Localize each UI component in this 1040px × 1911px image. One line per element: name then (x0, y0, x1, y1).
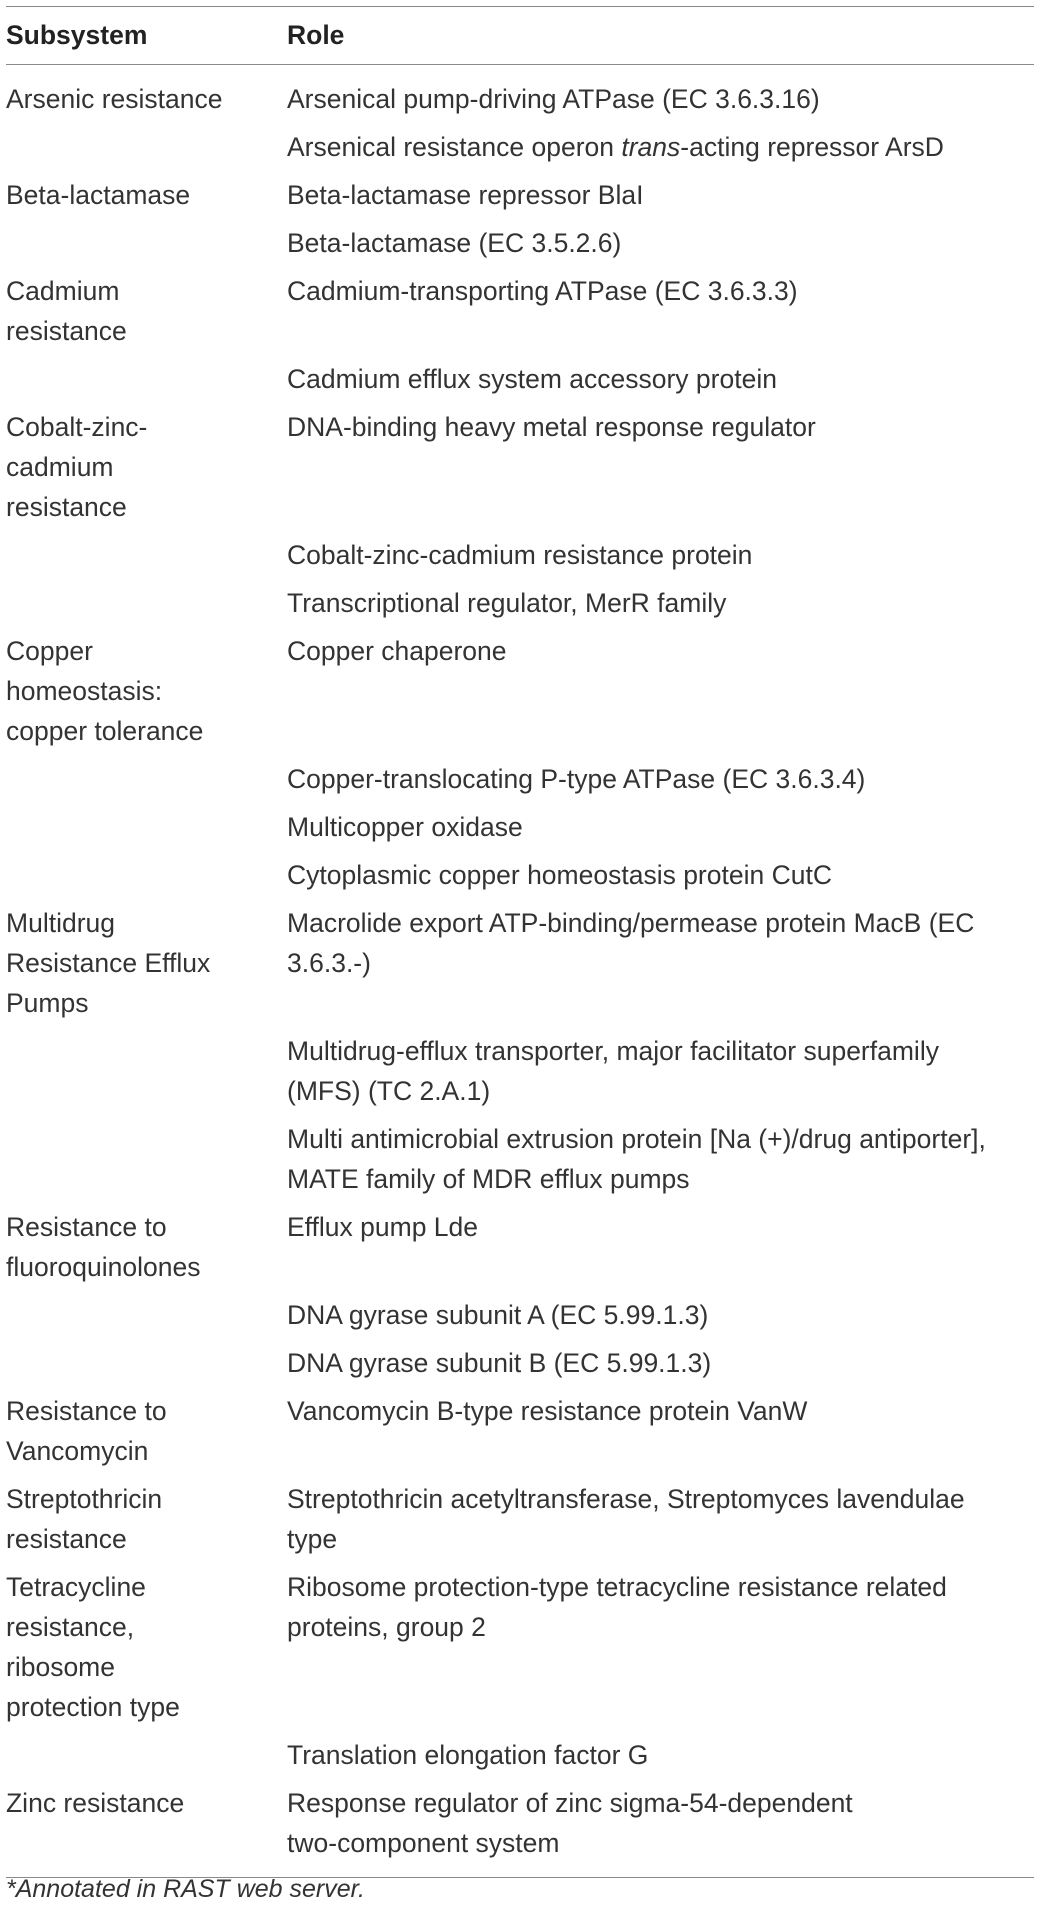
role-text: Multicopper oxidase (287, 812, 523, 842)
table-row (6, 755, 1034, 803)
table-body (6, 65, 1034, 1878)
role-text: DNA gyrase subunit A (EC 5.99.1.3) (287, 1300, 709, 1330)
role-text: two-component system (287, 1828, 560, 1858)
role-text: Beta-lactamase repressor BlaI (287, 180, 644, 210)
subsystem-text: Tetracycline (6, 1572, 146, 1602)
role-text: Transcriptional regulator, MerR family (287, 588, 727, 618)
subsystem-text: Copper (6, 636, 93, 666)
subsystem-text: resistance (6, 1524, 127, 1554)
subsystem-cell (6, 1563, 287, 1731)
role-text-italic: trans (621, 132, 681, 162)
table-row (6, 1027, 1034, 1115)
role-cell (287, 403, 1034, 531)
role-text: Arsenical resistance operon trans-acting repressor ArsD (287, 132, 944, 162)
role-text: Beta-lactamase (EC 3.5.2.6) (287, 228, 622, 258)
role-cell (287, 267, 1034, 355)
table-row (6, 267, 1034, 355)
table-header (6, 7, 1034, 65)
role-cell (287, 1339, 1034, 1387)
subsystem-cell (6, 1387, 287, 1475)
table-row (6, 1115, 1034, 1203)
role-cell (287, 803, 1034, 851)
role-text: (MFS) (TC 2.A.1) (287, 1076, 491, 1106)
subsystem-cell (6, 355, 287, 403)
subsystem-cell (6, 803, 287, 851)
subsystem-cell (6, 1339, 287, 1387)
role-text: Cadmium-transporting ATPase (EC 3.6.3.3) (287, 276, 798, 306)
subsystem-text: cadmium (6, 452, 114, 482)
table-row (6, 531, 1034, 579)
subsystem-text: Streptothricin (6, 1484, 163, 1514)
role-text: Cadmium efflux system accessory protein (287, 364, 777, 394)
role-text: Translation elongation factor G (287, 1740, 649, 1770)
role-text: Copper chaperone (287, 636, 507, 666)
role-text: proteins, group 2 (287, 1612, 486, 1642)
role-cell (287, 1563, 1034, 1731)
table-row (6, 355, 1034, 403)
subsystem-text: Beta-lactamase (6, 180, 191, 210)
subsystem-text: Arsenic resistance (6, 84, 223, 114)
subsystem-text: Resistance Efflux (6, 948, 211, 978)
subsystem-text: copper tolerance (6, 716, 204, 746)
role-cell (287, 899, 1034, 1027)
header-subsystem: Subsystem (6, 7, 287, 65)
subsystem-cell (6, 1115, 287, 1203)
subsystem-text: Zinc resistance (6, 1788, 185, 1818)
role-text: Multi antimicrobial extrusion protein [Na (+)/drug antiporter], (287, 1124, 986, 1154)
subsystem-text: Cadmium (6, 276, 120, 306)
role-cell (287, 1731, 1034, 1779)
table-row (6, 627, 1034, 755)
role-cell (287, 1779, 1034, 1878)
table-row (6, 403, 1034, 531)
role-text: Vancomycin B-type resistance protein VanW (287, 1396, 808, 1426)
subsystem-text: Vancomycin (6, 1436, 149, 1466)
table-row (6, 1387, 1034, 1475)
subsystem-cell (6, 1203, 287, 1291)
role-cell (287, 755, 1034, 803)
subsystem-cell (6, 403, 287, 531)
subsystem-role-table (6, 6, 1034, 1878)
table-row (6, 219, 1034, 267)
header-role: Role (287, 7, 1034, 65)
role-cell (287, 1027, 1034, 1115)
table-row (6, 1563, 1034, 1731)
table-row (6, 579, 1034, 627)
subsystem-text: Multidrug (6, 908, 115, 938)
role-cell (287, 123, 1034, 171)
role-cell (287, 851, 1034, 899)
table-footnote: *Annotated in RAST web server. (6, 1875, 365, 1903)
header-row (6, 7, 1034, 65)
role-cell (287, 65, 1034, 124)
subsystem-cell (6, 755, 287, 803)
table-row (6, 123, 1034, 171)
role-text: DNA-binding heavy metal response regulator (287, 412, 816, 442)
role-cell (287, 1203, 1034, 1291)
subsystem-cell (6, 1779, 287, 1878)
table-row (6, 1475, 1034, 1563)
role-cell (287, 627, 1034, 755)
subsystem-cell (6, 1027, 287, 1115)
subsystem-cell (6, 1731, 287, 1779)
role-text: Efflux pump Lde (287, 1212, 479, 1242)
subsystem-text: Resistance to (6, 1396, 167, 1426)
role-text: type (287, 1524, 338, 1554)
table-row (6, 1291, 1034, 1339)
subsystem-text: Resistance to (6, 1212, 167, 1242)
role-text: Multidrug-efflux transporter, major facilitator superfamily (287, 1036, 939, 1066)
role-text: Ribosome protection-type tetracycline resistance related (287, 1572, 947, 1602)
subsystem-text: Pumps (6, 988, 89, 1018)
subsystem-cell (6, 579, 287, 627)
subsystem-cell (6, 171, 287, 219)
table-row (6, 803, 1034, 851)
table-row (6, 1203, 1034, 1291)
subsystem-text: resistance, (6, 1612, 135, 1642)
role-text: Arsenical pump-driving ATPase (EC 3.6.3.16) (287, 84, 820, 114)
role-text: Cytoplasmic copper homeostasis protein CutC (287, 860, 832, 890)
role-text: Response regulator of zinc sigma-54-dependent (287, 1788, 853, 1818)
subsystem-cell (6, 1291, 287, 1339)
subsystem-cell (6, 267, 287, 355)
subsystem-text: ribosome (6, 1652, 115, 1682)
subsystem-cell (6, 627, 287, 755)
subsystem-text: fluoroquinolones (6, 1252, 201, 1282)
role-text: Streptothricin acetyltransferase, Streptomyces lavendulae (287, 1484, 965, 1514)
subsystem-text: protection type (6, 1692, 180, 1722)
subsystem-text: resistance (6, 316, 127, 346)
role-text: Cobalt-zinc-cadmium resistance protein (287, 540, 753, 570)
table-row (6, 1731, 1034, 1779)
role-cell (287, 531, 1034, 579)
table-row (6, 851, 1034, 899)
role-text: Copper-translocating P-type ATPase (EC 3.6.3.4) (287, 764, 866, 794)
subsystem-text: homeostasis: (6, 676, 163, 706)
table-row (6, 1779, 1034, 1878)
table-row (6, 65, 1034, 124)
role-cell (287, 579, 1034, 627)
role-cell (287, 1387, 1034, 1475)
role-cell (287, 219, 1034, 267)
table-row (6, 899, 1034, 1027)
subsystem-cell (6, 1475, 287, 1563)
subsystem-text: Cobalt-zinc- (6, 412, 148, 442)
subsystem-cell (6, 65, 287, 124)
role-cell (287, 355, 1034, 403)
table-row (6, 1339, 1034, 1387)
subsystem-cell (6, 531, 287, 579)
role-cell (287, 1475, 1034, 1563)
role-text: MATE family of MDR efflux pumps (287, 1164, 690, 1194)
role-text: Macrolide export ATP-binding/permease protein MacB (EC (287, 908, 975, 938)
role-text: DNA gyrase subunit B (EC 5.99.1.3) (287, 1348, 712, 1378)
role-cell (287, 171, 1034, 219)
table-row (6, 171, 1034, 219)
subsystem-text: resistance (6, 492, 127, 522)
subsystem-cell (6, 123, 287, 171)
subsystem-cell (6, 219, 287, 267)
subsystem-cell (6, 899, 287, 1027)
role-text: 3.6.3.-) (287, 948, 371, 978)
subsystem-cell (6, 851, 287, 899)
role-cell (287, 1291, 1034, 1339)
role-cell (287, 1115, 1034, 1203)
